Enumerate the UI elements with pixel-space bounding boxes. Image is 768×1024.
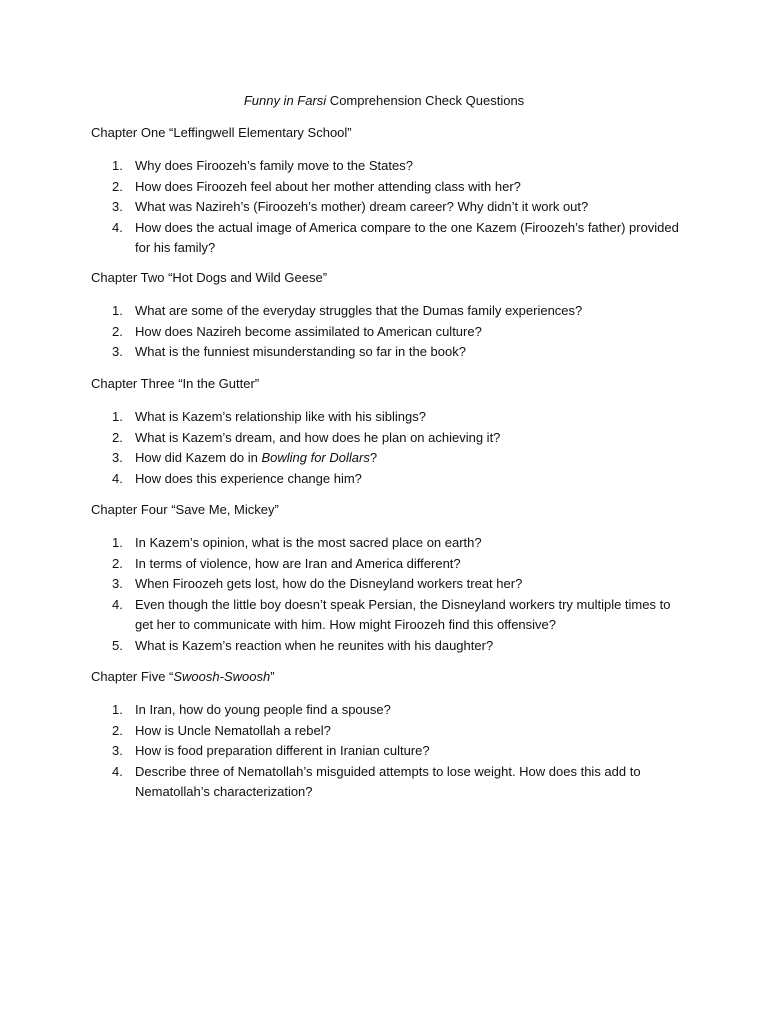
question-text: When Firoozeh gets lost, how do the Disneyland workers treat her? [135, 576, 523, 591]
question-number: 3. [112, 576, 123, 591]
question-text: What was Nazireh’s (Firoozeh’s mother) dream career? Why didn’t it work out? [135, 199, 589, 214]
chapter-heading [91, 668, 691, 686]
question-list [91, 301, 691, 363]
question-item [91, 342, 691, 363]
question-number: 2. [112, 323, 123, 339]
question-item [91, 469, 691, 490]
chapter-section-2 [91, 269, 691, 363]
show-title: Bowling for Dollars [261, 450, 370, 465]
question-number: 4. [112, 596, 123, 612]
question-item [91, 218, 691, 259]
question-number: 1. [112, 303, 123, 318]
question-number: 1. [112, 158, 123, 173]
question-text: What is Kazem’s relationship like with his siblings? [135, 409, 426, 424]
question-text: How does Firoozeh feel about her mother attending class with her? [135, 178, 521, 194]
question-text: Describe three of Nematollah’s misguided attempts to lose weight. How does this add to Nematollah’s characterization? [135, 763, 641, 799]
question-text [135, 450, 377, 465]
chapter-heading-close: ” [270, 669, 275, 684]
question-number: 2. [112, 555, 123, 571]
question-text-after: ? [369, 450, 378, 465]
question-number: 3. [112, 743, 123, 758]
question-text: Why does Firoozeh’s family move to the States? [135, 158, 413, 173]
question-text: How is food preparation different in Iranian culture? [135, 743, 430, 758]
question-text: Even though the little boy doesn’t speak Persian, the Disneyland workers try multiple times to get her to communicate with him. How might Firoozeh find this offensive? [135, 596, 671, 632]
question-text: How is Uncle Nematollah a rebel? [135, 722, 331, 738]
chapter-heading: Chapter Two “Hot Dogs and Wild Geese” [91, 270, 328, 285]
question-item [91, 595, 691, 636]
question-number: 1. [112, 702, 123, 717]
question-text: How does Nazireh become assimilated to American culture? [135, 323, 482, 339]
question-number: 3. [112, 344, 123, 359]
question-number: 4. [112, 763, 123, 779]
question-number: 3. [112, 450, 123, 465]
question-text: In Kazem’s opinion, what is the most sacred place on earth? [135, 535, 482, 550]
question-number: 5. [112, 637, 123, 653]
question-item [91, 762, 691, 803]
question-list [91, 700, 691, 803]
question-number: 3. [112, 199, 123, 214]
page-title [0, 92, 768, 110]
question-item [91, 700, 691, 721]
question-number: 1. [112, 535, 123, 550]
chapter-section-3 [91, 375, 691, 489]
question-item [91, 156, 691, 177]
question-item [91, 322, 691, 343]
question-item [91, 533, 691, 554]
question-list [91, 533, 691, 656]
chapter-heading: Chapter Three “In the Gutter” [91, 376, 260, 391]
question-item [91, 448, 691, 469]
question-item [91, 301, 691, 322]
question-text: What are some of the everyday struggles that the Dumas family experiences? [135, 303, 583, 318]
question-item [91, 721, 691, 742]
chapter-section-1 [91, 124, 691, 259]
question-number: 2. [112, 722, 123, 738]
question-item [91, 574, 691, 595]
question-number: 2. [112, 429, 123, 445]
title-book-name: Funny in Farsi [243, 93, 327, 108]
question-number: 2. [112, 178, 123, 194]
question-text: In Iran, how do young people find a spouse? [135, 702, 391, 717]
chapter-section-5 [91, 668, 691, 803]
title-rest: Comprehension Check Questions [326, 93, 525, 108]
chapter-heading-title: Swoosh-Swoosh [173, 669, 271, 684]
question-number: 4. [112, 219, 123, 235]
question-item [91, 428, 691, 449]
question-item [91, 636, 691, 657]
chapter-section-4 [91, 501, 691, 656]
question-text: How does this experience change him? [135, 470, 362, 486]
question-item [91, 177, 691, 198]
chapter-heading-label: Chapter Five “ [91, 669, 174, 684]
chapter-heading: Chapter Four “Save Me, Mickey” [91, 502, 279, 517]
question-number: 4. [112, 470, 123, 486]
question-number: 1. [112, 409, 123, 424]
question-list [91, 407, 691, 489]
question-text: What is the funniest misunderstanding so far in the book? [135, 344, 466, 359]
question-item [91, 554, 691, 575]
question-item [91, 407, 691, 428]
question-item [91, 741, 691, 762]
question-item [91, 197, 691, 218]
question-text: In terms of violence, how are Iran and America different? [135, 555, 461, 571]
question-text: What is Kazem’s dream, and how does he plan on achieving it? [135, 429, 501, 445]
question-text: What is Kazem’s reaction when he reunites with his daughter? [135, 637, 494, 653]
chapter-heading: Chapter One “Leffingwell Elementary School” [91, 125, 352, 140]
question-text: How does the actual image of America compare to the one Kazem (Firoozeh’s father) provided for his family? [135, 219, 679, 255]
question-text-before: How did Kazem do in [135, 450, 262, 465]
question-list [91, 156, 691, 259]
